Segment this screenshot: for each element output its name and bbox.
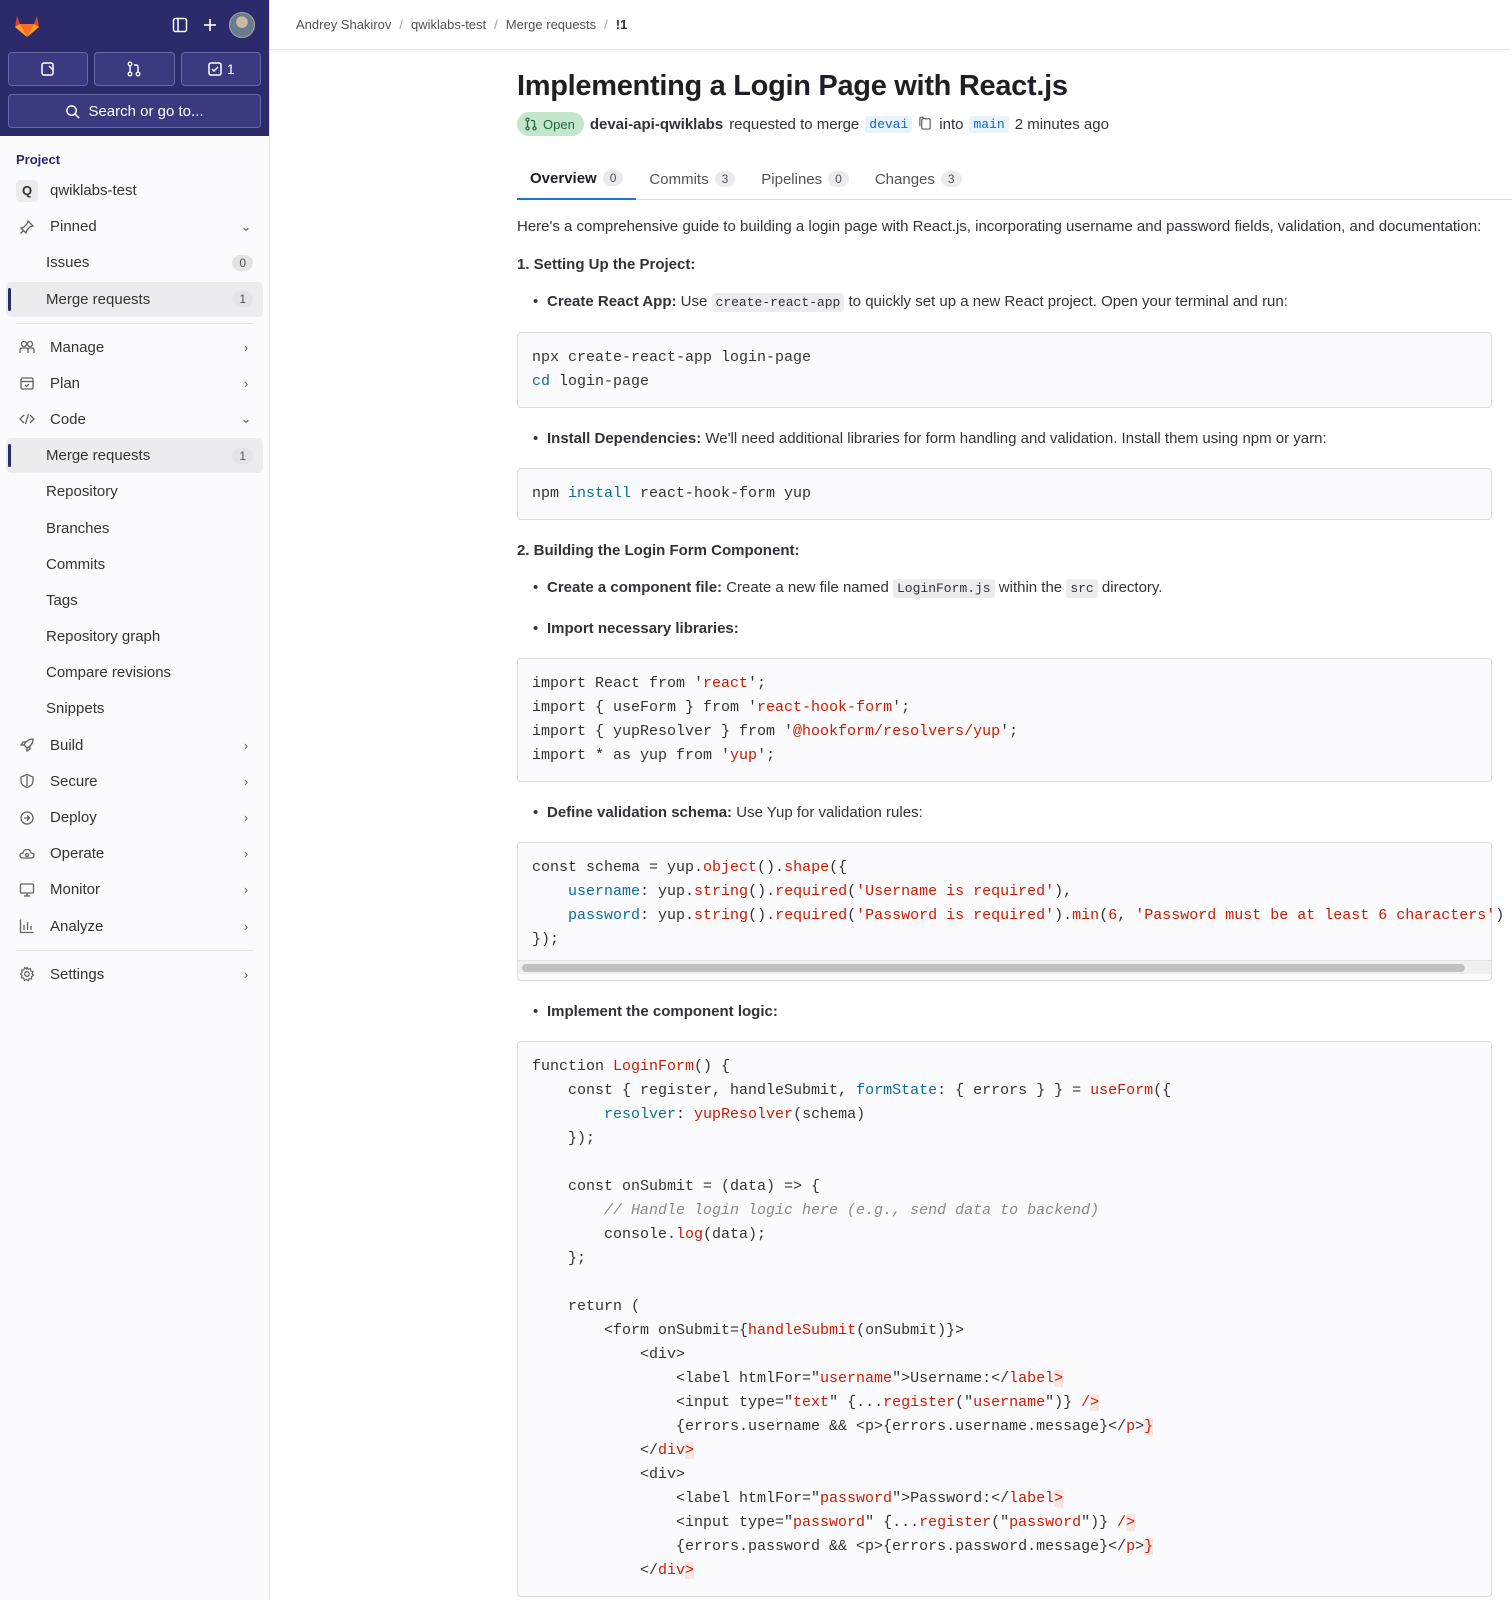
list-item-text: Create a new file named	[726, 579, 889, 596]
author-link[interactable]: devai-api-qwiklabs	[589, 115, 724, 133]
sidebar-item-label: Deploy	[50, 809, 97, 826]
rocket-icon	[16, 736, 38, 754]
sidebar-item-branches[interactable]	[6, 511, 263, 546]
tab-label: Overview	[530, 169, 597, 187]
sidebar-section-label: Project	[16, 152, 61, 167]
sidebar-item-label: Plan	[50, 374, 81, 392]
breadcrumb-separator: /	[494, 17, 498, 32]
list-item-text: to quickly set up a new React project. Open your terminal and run:	[848, 293, 1288, 310]
sidebar-item-secure[interactable]	[6, 764, 263, 799]
sidebar-item-label: Secure	[50, 772, 98, 790]
merge-request-meta	[517, 112, 1492, 136]
sidebar-item-label: Repository graph	[46, 628, 161, 646]
sidebar-item-label: Manage	[50, 338, 105, 356]
sidebar-item-pinned-merge-requests[interactable]	[6, 282, 263, 317]
sidebar-item-label: Merge requests	[46, 447, 151, 465]
chart-icon	[16, 917, 38, 935]
code-block: function LoginForm() { const { register, handleSubmit, formState: { errors } } = useForm({ resolver: yupResolver(schema) }); const onSubmit = (data) => { // Handle login logic here (e.g., send data to backend) console.log(data); }; return ( <form onSubmit={handleSubmit(onSubmit)}> <div> <label htmlFor="username">Username:</label> <input type="text" {...register("username")} /> {errors.username && <p>{errors.username.message}</p>} </div> <div> <label htmlFor="password">Password:</label> <input type="password" {...register("password")} /> {errors.password && <p>{errors.password.message}</p>} </div>	[517, 1041, 1492, 1597]
pinned-section-toggle[interactable]	[6, 209, 263, 244]
users-icon	[16, 338, 38, 356]
copy-branch-icon[interactable]	[918, 115, 933, 133]
todo-icon	[207, 61, 223, 77]
tab-commits[interactable]	[636, 158, 748, 200]
merge-request-icon	[126, 61, 142, 77]
collapse-sidebar-icon[interactable]	[165, 10, 195, 40]
sidebar-item-label: Compare revisions	[46, 664, 172, 682]
list-item	[517, 291, 1492, 314]
sidebar-item-code[interactable]	[6, 402, 263, 437]
sidebar-item-plan[interactable]	[6, 366, 263, 401]
chevron-right-icon: ›	[243, 882, 249, 898]
chevron-down-icon: ⌄	[240, 218, 252, 234]
tab-count: 3	[941, 171, 962, 187]
sidebar-item-label: Settings	[50, 965, 105, 983]
chevron-right-icon: ›	[243, 966, 249, 982]
requested-text: requested to merge	[729, 115, 860, 133]
count-badge: 1	[232, 448, 253, 464]
sidebar-item-label: Repository	[46, 483, 118, 501]
sidebar-item-repository-graph[interactable]	[6, 619, 263, 654]
sidebar	[0, 0, 270, 1600]
tab-label: Commits	[649, 170, 709, 188]
sidebar-item-label: Build	[50, 736, 84, 754]
tab-overview[interactable]	[517, 158, 636, 200]
sidebar-nav	[0, 136, 269, 1001]
sidebar-item-label: Commits	[46, 555, 106, 573]
sidebar-item-settings[interactable]	[6, 957, 263, 992]
merge-request-page	[517, 50, 1505, 1617]
list-item-text: Use	[680, 293, 708, 310]
list-item-title: Implement the component logic:	[547, 1003, 778, 1020]
timestamp: 2 minutes ago	[1014, 115, 1109, 133]
divider	[16, 323, 253, 324]
breadcrumb-separator: /	[604, 17, 608, 32]
list-item	[517, 577, 1492, 600]
sidebar-item-tags[interactable]	[6, 583, 263, 618]
list-item	[517, 618, 1492, 640]
issues-icon	[40, 61, 56, 77]
list-item	[517, 1001, 1492, 1023]
list-item-title: Import necessary libraries:	[547, 620, 739, 637]
issues-shortcut-button[interactable]	[8, 52, 88, 86]
status-label: Open	[543, 116, 575, 132]
gitlab-logo-icon[interactable]	[12, 12, 42, 38]
status-badge	[517, 112, 584, 136]
section-heading: 2. Building the Login Form Component:	[517, 542, 800, 559]
code-block: npm install react-hook-form yup	[517, 468, 1492, 520]
search-label: Search or go to...	[88, 102, 204, 120]
sidebar-item-pinned-issues[interactable]	[6, 245, 263, 280]
sidebar-header	[0, 0, 269, 136]
sidebar-item-label: Analyze	[50, 917, 104, 935]
inline-code: LoginForm.js	[893, 579, 995, 598]
breadcrumb-item[interactable]: Andrey Shakirov	[296, 17, 392, 32]
sidebar-item-commits[interactable]	[6, 547, 263, 582]
sidebar-item-analyze[interactable]	[6, 909, 263, 944]
sidebar-item-label: Branches	[46, 519, 110, 537]
calendar-icon	[16, 374, 38, 392]
tab-count: 3	[715, 171, 736, 187]
sidebar-item-label: Monitor	[50, 881, 101, 899]
description	[517, 216, 1505, 1597]
list-item-text: We'll need additional libraries for form handling and validation. Install them using npm or yarn:	[705, 430, 1327, 447]
code-block-scrollable[interactable]: const schema = yup.object().shape({ username: yup.string().required('Username is required'), password: yup.string().required('Password is required').min(6, 'Password must be at least 6 characters') });	[517, 842, 1492, 981]
create-new-icon[interactable]	[195, 10, 225, 40]
inline-code: src	[1066, 579, 1097, 598]
sidebar-item-monitor[interactable]	[6, 872, 263, 907]
breadcrumb-item-current[interactable]: !1	[615, 17, 628, 32]
merge-request-tabs	[517, 158, 1512, 200]
list-item-title: Install Dependencies:	[547, 430, 702, 447]
chevron-right-icon: ›	[243, 918, 249, 934]
chevron-down-icon: ⌄	[240, 411, 252, 427]
sidebar-item-label: Tags	[46, 591, 78, 609]
into-text: into	[939, 115, 964, 133]
tab-count: 0	[603, 170, 624, 186]
gear-icon	[16, 965, 38, 983]
tab-label: Changes	[874, 170, 935, 188]
user-avatar[interactable]	[229, 12, 255, 38]
target-branch-link[interactable]: main	[969, 116, 1008, 133]
tab-label: Pipelines	[761, 170, 823, 188]
sidebar-item-manage[interactable]	[6, 330, 263, 365]
project-link[interactable]	[6, 173, 263, 208]
breadcrumb	[270, 0, 1510, 50]
sidebar-item-code-merge-requests[interactable]	[6, 438, 263, 473]
chevron-right-icon: ›	[243, 846, 249, 862]
shield-icon	[16, 772, 38, 790]
sidebar-item-label: Snippets	[46, 700, 105, 718]
sidebar-item-label: Merge requests	[46, 290, 151, 308]
chevron-right-icon: ›	[243, 375, 249, 391]
merge-request-icon	[524, 117, 538, 131]
page-title: Implementing a Login Page with React.js	[517, 70, 1068, 102]
chevron-right-icon: ›	[243, 339, 249, 355]
source-branch-link[interactable]: devai	[865, 116, 912, 133]
todos-shortcut-button[interactable]	[181, 52, 261, 86]
horizontal-scrollbar[interactable]	[518, 960, 1491, 974]
deploy-icon	[16, 809, 38, 827]
sidebar-item-repository[interactable]	[6, 474, 263, 509]
chevron-right-icon: ›	[243, 810, 249, 825]
merge-requests-shortcut-button[interactable]	[94, 52, 174, 86]
tab-pipelines[interactable]	[748, 158, 862, 200]
code-block: import React from 'react'; import { useForm } from 'react-hook-form'; import { yupResolver } from '@hookform/resolvers/yup'; import * as yup from 'yup';	[517, 658, 1492, 782]
breadcrumb-item[interactable]: qwiklabs-test	[411, 17, 487, 32]
breadcrumb-separator: /	[399, 17, 404, 32]
sidebar-item-deploy[interactable]	[6, 800, 263, 835]
count-badge: 1	[232, 291, 253, 307]
tab-changes[interactable]	[862, 158, 975, 200]
count-badge: 0	[232, 255, 253, 271]
breadcrumb-item[interactable]: Merge requests	[505, 17, 597, 32]
list-item-text: Use Yup for validation rules:	[736, 804, 923, 821]
list-item	[517, 428, 1492, 450]
section-heading: 1. Setting Up the Project:	[517, 256, 696, 273]
list-item-text: within the	[998, 579, 1063, 596]
description-intro: Here's a comprehensive guide to building a login page with React.js, incorporating username and password fields, validation, and documentation:	[517, 218, 1482, 235]
sidebar-item-operate[interactable]	[6, 836, 263, 871]
list-item-title: Define validation schema:	[547, 804, 733, 821]
code-icon	[16, 410, 38, 428]
search-button[interactable]	[8, 94, 261, 128]
todos-count: 1	[226, 61, 235, 77]
sidebar-item-snippets[interactable]	[6, 691, 263, 726]
list-item	[517, 802, 1492, 824]
chevron-right-icon: ›	[243, 737, 249, 753]
cloud-icon	[16, 845, 38, 863]
sidebar-item-label: Operate	[50, 845, 105, 863]
sidebar-item-build[interactable]	[6, 728, 263, 763]
code-block: npx create-react-app login-page cd login-page	[517, 332, 1492, 408]
search-icon	[65, 104, 80, 119]
project-avatar: Q	[16, 180, 38, 202]
monitor-icon	[16, 881, 38, 899]
list-item-title: Create React App:	[547, 293, 677, 310]
tab-count: 0	[828, 171, 849, 187]
pin-icon	[16, 218, 38, 236]
divider	[16, 950, 253, 951]
list-item-title: Create a component file:	[547, 579, 723, 596]
chevron-right-icon: ›	[243, 773, 249, 789]
sidebar-item-compare-revisions[interactable]	[6, 655, 263, 690]
project-name: qwiklabs-test	[50, 182, 137, 199]
list-item-text: directory.	[1101, 579, 1163, 596]
pinned-label: Pinned	[50, 218, 97, 236]
sidebar-item-label: Code	[50, 410, 86, 428]
sidebar-item-label: Issues	[46, 254, 90, 272]
inline-code: create-react-app	[712, 293, 845, 312]
